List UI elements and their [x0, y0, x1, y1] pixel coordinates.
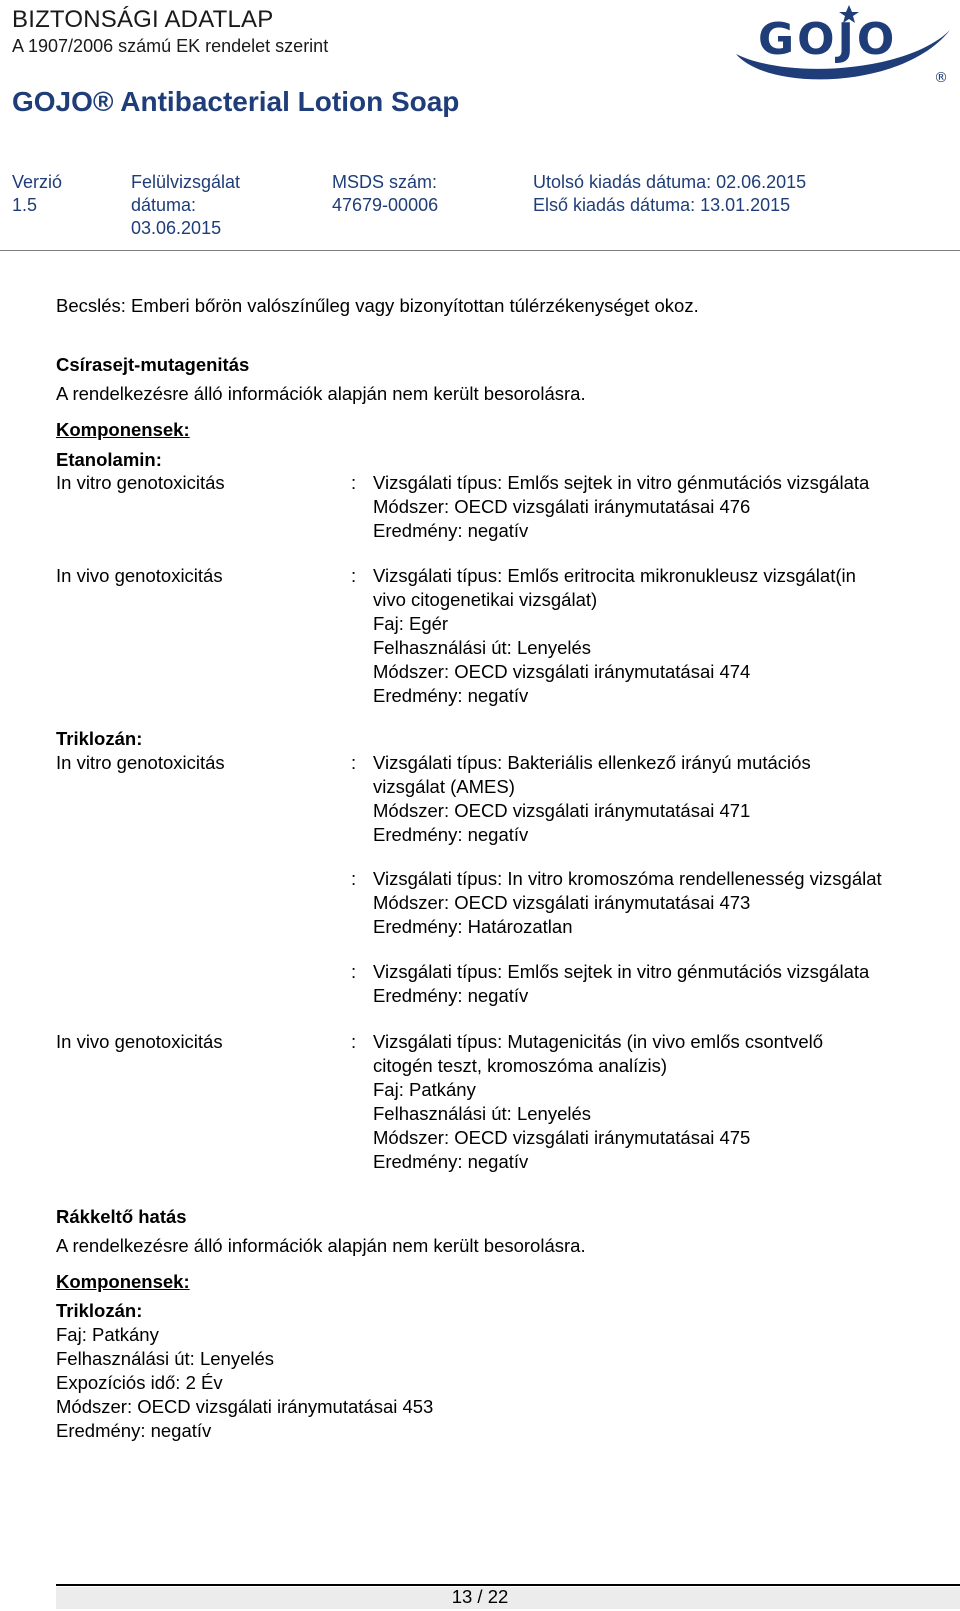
components-heading: Komponensek: [56, 419, 190, 440]
header-divider [0, 250, 960, 251]
eta-invitro-value: Vizsgálati típus: Emlős sejtek in vitro génmutációs vizsgálata Módszer: OECD vizsgálati iránymutatásai 476 Eredmény: negatív [373, 472, 870, 541]
product-name: GOJO® Antibacterial Lotion Soap [12, 86, 460, 117]
germ-cell-heading: Csírasejt-mutagenitás [56, 354, 250, 375]
tri-invivo-value: Vizsgálati típus: Mutagenicitás (in vivo emlős csontvelő citogén teszt, kromoszóma analízis) Faj: Patkány Felhasználási út: Lenyelés Módszer: OECD vizsgálati iránymutatásai 475 Eredmény: negatív [373, 1031, 824, 1172]
etanolamin-heading: Etanolamin: [56, 449, 162, 470]
carcino-heading: Rákkeltő hatás [56, 1206, 187, 1227]
meta-revision-date: Felülvizsgálat dátuma: 03.06.2015 [131, 172, 241, 238]
tri-invitro-value-3: Vizsgálati típus: Emlős sejtek in vitro génmutációs vizsgálata Eredmény: negatív [373, 961, 870, 1006]
logo-wordmark: GOJO [758, 14, 898, 65]
carcino-components-heading: Komponensek: [56, 1271, 190, 1292]
colon: : [351, 752, 357, 773]
meta-version: Verzió 1.5 [12, 172, 63, 215]
eta-invitro-label: In vitro genotoxicitás [56, 472, 225, 493]
gojo-logo-icon [728, 2, 960, 86]
registered-mark: ® [934, 70, 948, 86]
page-number: 13 / 22 [451, 1586, 509, 1607]
regulation-subtitle: A 1907/2006 számú EK rendelet szerint [12, 36, 329, 56]
colon: : [351, 565, 357, 586]
tri-invitro-value-1: Vizsgálati típus: Bakteriális ellenkező irányú mutációs vizsgálat (AMES) Módszer: OECD vizsgálati iránymutatásai 471 Eredmény: negatív [373, 752, 811, 845]
eta-invivo-value: Vizsgálati típus: Emlős eritrocita mikronukleusz vizsgálat(in vivo citogenetikai vizsgálat) Faj: Egér Felhasználási út: Lenyelés Módszer: OECD vizsgálati iránymutatásai 474 Eredmény: negatív [373, 565, 856, 706]
carcino-text: A rendelkezésre álló információk alapján nem került besorolásra. [56, 1235, 586, 1256]
meta-issue-dates: Utolsó kiadás dátuma: 02.06.2015 Első kiadás dátuma: 13.01.2015 [533, 172, 807, 215]
colon: : [351, 868, 357, 889]
tri-invivo-label: In vivo genotoxicitás [56, 1031, 223, 1052]
germ-cell-text: A rendelkezésre álló információk alapján nem került besorolásra. [56, 383, 586, 404]
carcino-triklozan-heading: Triklozán: [56, 1300, 143, 1321]
carcino-details: Faj: Patkány Felhasználási út: Lenyelés Expozíciós idő: 2 Év Módszer: OECD vizsgálati iránymutatásai 453 Eredmény: negatív [56, 1324, 434, 1441]
eta-invivo-label: In vivo genotoxicitás [56, 565, 223, 586]
tri-invitro-value-2: Vizsgálati típus: In vitro kromoszóma rendellenesség vizsgálat Módszer: OECD vizsgálati iránymutatásai 473 Eredmény: Határozatlan [373, 868, 882, 937]
meta-msds-number: MSDS szám: 47679-00006 [332, 172, 439, 215]
triklozan-heading: Triklozán: [56, 728, 143, 749]
estimate-text: Becslés: Emberi bőrön valószínűleg vagy bizonyítottan túlérzékenységet okoz. [56, 295, 699, 316]
colon: : [351, 472, 357, 493]
document-title: BIZTONSÁGI ADATLAP [12, 6, 274, 33]
colon: : [351, 961, 357, 982]
colon: : [351, 1031, 357, 1052]
tri-invitro-label: In vitro genotoxicitás [56, 752, 225, 773]
